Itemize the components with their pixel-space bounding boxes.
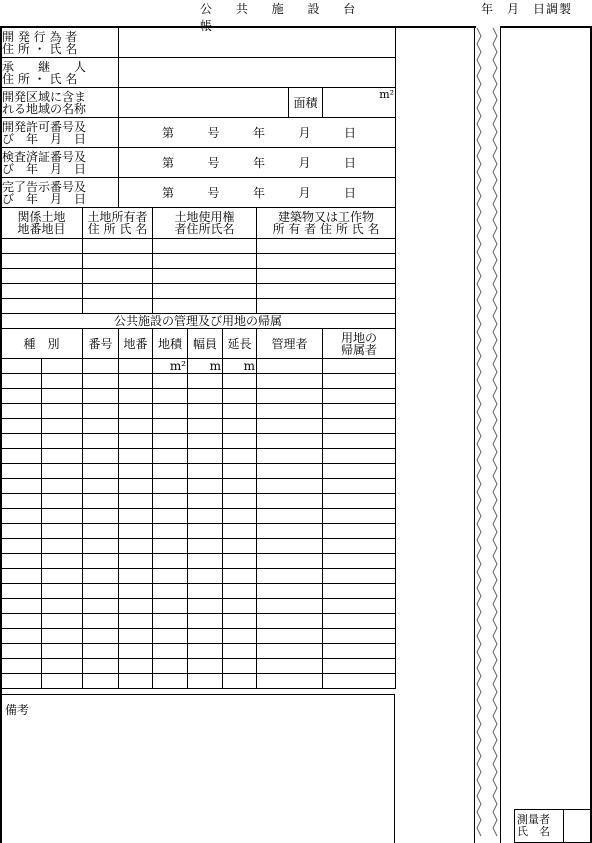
facility-title: 公共施設の管理及び用地の帰属 bbox=[1, 314, 396, 329]
facility-cell[interactable] bbox=[223, 434, 257, 449]
fac-header-type: 種 別 bbox=[1, 329, 83, 359]
facility-cell[interactable] bbox=[257, 524, 323, 539]
facility-cell[interactable] bbox=[153, 539, 188, 554]
facility-row[interactable] bbox=[1, 659, 396, 674]
area-value[interactable] bbox=[323, 88, 396, 118]
land-cell[interactable] bbox=[257, 254, 396, 269]
facility-cell[interactable] bbox=[1, 449, 42, 464]
facility-cell[interactable] bbox=[223, 404, 257, 419]
facility-cell[interactable] bbox=[1, 644, 42, 659]
facility-cell[interactable] bbox=[42, 464, 83, 479]
land-row[interactable] bbox=[1, 254, 396, 269]
land-header-parcel: 関係土地 地番地目 bbox=[1, 208, 83, 239]
facility-cell[interactable] bbox=[153, 554, 188, 569]
facility-cell[interactable] bbox=[1, 599, 42, 614]
facility-cell[interactable] bbox=[257, 554, 323, 569]
facility-cell[interactable] bbox=[188, 434, 223, 449]
facility-cell[interactable] bbox=[323, 449, 396, 464]
facility-cell[interactable] bbox=[323, 599, 396, 614]
land-row[interactable] bbox=[1, 269, 396, 284]
left-border bbox=[0, 27, 2, 843]
facility-cell[interactable] bbox=[119, 539, 153, 554]
land-cell[interactable] bbox=[1, 284, 83, 299]
facility-row[interactable] bbox=[1, 434, 396, 449]
land-cell[interactable] bbox=[153, 299, 257, 314]
facility-cell[interactable] bbox=[223, 644, 257, 659]
fac-header-width: 幅員 bbox=[188, 329, 223, 359]
facility-cell[interactable] bbox=[223, 524, 257, 539]
completion-day: 日 bbox=[343, 185, 356, 200]
facility-cell[interactable] bbox=[257, 464, 323, 479]
land-cell[interactable] bbox=[257, 239, 396, 254]
facility-row[interactable] bbox=[1, 539, 396, 554]
facility-cell[interactable] bbox=[223, 614, 257, 629]
land-row[interactable] bbox=[1, 299, 396, 314]
facility-cell[interactable] bbox=[323, 404, 396, 419]
facility-cell[interactable] bbox=[223, 374, 257, 389]
facility-cell[interactable] bbox=[153, 389, 188, 404]
unit-length: m bbox=[223, 359, 257, 374]
facility-cell[interactable] bbox=[119, 404, 153, 419]
facility-cell[interactable] bbox=[42, 539, 83, 554]
facility-cell[interactable] bbox=[119, 554, 153, 569]
inspection-month: 月 bbox=[298, 155, 311, 170]
facility-cell[interactable] bbox=[257, 569, 323, 584]
facility-cell[interactable] bbox=[323, 509, 396, 524]
facility-cell[interactable] bbox=[257, 374, 323, 389]
permit-month: 月 bbox=[298, 125, 311, 140]
facility-cell[interactable] bbox=[153, 449, 188, 464]
facility-row[interactable] bbox=[1, 569, 396, 584]
facility-cell[interactable] bbox=[323, 644, 396, 659]
land-header-building-owner: 建築物又は工作物 所 有 者 住 所 氏 名 bbox=[257, 208, 396, 239]
facility-cell[interactable] bbox=[42, 629, 83, 644]
facility-row[interactable] bbox=[1, 419, 396, 434]
land-cell[interactable] bbox=[257, 284, 396, 299]
facility-row[interactable] bbox=[1, 644, 396, 659]
facility-cell[interactable] bbox=[323, 554, 396, 569]
land-cell[interactable] bbox=[83, 269, 153, 284]
facility-cell[interactable] bbox=[257, 434, 323, 449]
facility-cell[interactable] bbox=[42, 644, 83, 659]
facility-cell[interactable] bbox=[1, 614, 42, 629]
facility-row[interactable] bbox=[1, 524, 396, 539]
facility-cell[interactable] bbox=[223, 629, 257, 644]
inspection-go: 号 bbox=[207, 155, 220, 170]
facility-cell[interactable] bbox=[1, 404, 42, 419]
facility-cell[interactable] bbox=[257, 389, 323, 404]
facility-cell[interactable] bbox=[83, 374, 119, 389]
facility-cell[interactable] bbox=[257, 449, 323, 464]
facility-cell[interactable] bbox=[223, 509, 257, 524]
facility-cell[interactable] bbox=[188, 644, 223, 659]
facility-cell[interactable] bbox=[119, 494, 153, 509]
facility-cell[interactable] bbox=[83, 419, 119, 434]
completion-year: 年 bbox=[253, 185, 266, 200]
facility-cell[interactable] bbox=[83, 464, 119, 479]
facility-cell[interactable] bbox=[188, 674, 223, 689]
facility-cell[interactable] bbox=[83, 659, 119, 674]
facility-cell[interactable] bbox=[1, 479, 42, 494]
facility-row[interactable] bbox=[1, 584, 396, 599]
facility-cell[interactable] bbox=[323, 419, 396, 434]
facility-cell[interactable] bbox=[257, 404, 323, 419]
facility-cell[interactable] bbox=[188, 524, 223, 539]
facility-cell[interactable] bbox=[1, 434, 42, 449]
fac-header-owner: 用地の 帰属者 bbox=[323, 329, 396, 359]
facility-cell[interactable] bbox=[223, 494, 257, 509]
facility-cell[interactable] bbox=[223, 674, 257, 689]
facility-cell[interactable] bbox=[223, 539, 257, 554]
facility-row[interactable] bbox=[1, 674, 396, 689]
facility-cell[interactable] bbox=[83, 404, 119, 419]
wavy-separator bbox=[475, 28, 501, 843]
facility-cell[interactable] bbox=[188, 614, 223, 629]
facility-cell[interactable] bbox=[153, 629, 188, 644]
facility-cell[interactable] bbox=[153, 524, 188, 539]
facility-cell[interactable] bbox=[257, 479, 323, 494]
facility-cell[interactable] bbox=[119, 374, 153, 389]
facility-cell[interactable] bbox=[323, 584, 396, 599]
successor-value[interactable] bbox=[119, 58, 396, 88]
facility-cell[interactable] bbox=[42, 404, 83, 419]
facility-cell[interactable] bbox=[42, 674, 83, 689]
developer-label: 開 発 行 為 者 住 所 ・ 氏 名 bbox=[1, 28, 119, 58]
land-cell[interactable] bbox=[153, 269, 257, 284]
land-cell[interactable] bbox=[1, 269, 83, 284]
developer-value[interactable] bbox=[119, 28, 396, 58]
remarks-box[interactable] bbox=[0, 694, 395, 843]
facility-cell[interactable] bbox=[1, 659, 42, 674]
facility-cell[interactable] bbox=[188, 629, 223, 644]
facility-row[interactable] bbox=[1, 449, 396, 464]
completion-go: 号 bbox=[207, 185, 220, 200]
facility-cell[interactable] bbox=[1, 539, 42, 554]
facility-cell[interactable] bbox=[42, 479, 83, 494]
facility-cell[interactable] bbox=[42, 449, 83, 464]
facility-cell[interactable] bbox=[323, 464, 396, 479]
facility-cell[interactable] bbox=[257, 659, 323, 674]
facility-cell[interactable] bbox=[42, 524, 83, 539]
land-cell[interactable] bbox=[1, 299, 83, 314]
facility-cell[interactable] bbox=[42, 584, 83, 599]
facility-cell[interactable] bbox=[223, 554, 257, 569]
completion-label: 完了告示番号及 び 年 月 日 bbox=[1, 178, 119, 208]
facility-cell[interactable] bbox=[119, 434, 153, 449]
facility-cell[interactable] bbox=[42, 494, 83, 509]
facility-cell[interactable] bbox=[188, 449, 223, 464]
facility-row[interactable] bbox=[1, 554, 396, 569]
inspection-value[interactable] bbox=[119, 148, 396, 178]
land-header-owner: 土地所有者 住 所 氏 名 bbox=[83, 208, 153, 239]
land-cell[interactable] bbox=[1, 239, 83, 254]
remarks-label: 備考 bbox=[5, 703, 30, 717]
facility-cell[interactable] bbox=[223, 659, 257, 674]
facility-cell[interactable] bbox=[119, 449, 153, 464]
facility-cell[interactable] bbox=[188, 554, 223, 569]
land-cell[interactable] bbox=[153, 239, 257, 254]
facility-cell[interactable] bbox=[83, 449, 119, 464]
facility-cell[interactable] bbox=[83, 494, 119, 509]
facility-cell[interactable] bbox=[119, 584, 153, 599]
permit-dai: 第 bbox=[162, 125, 175, 140]
facility-cell[interactable] bbox=[42, 434, 83, 449]
facility-cell[interactable] bbox=[153, 644, 188, 659]
facility-cell[interactable] bbox=[223, 584, 257, 599]
facility-cell[interactable] bbox=[1, 629, 42, 644]
land-cell[interactable] bbox=[83, 299, 153, 314]
unit-width: m bbox=[188, 359, 223, 374]
inspection-year: 年 bbox=[253, 155, 266, 170]
facility-cell[interactable] bbox=[153, 569, 188, 584]
facility-cell[interactable] bbox=[42, 554, 83, 569]
facility-cell[interactable] bbox=[42, 389, 83, 404]
facility-cell[interactable] bbox=[257, 614, 323, 629]
facility-row[interactable] bbox=[1, 464, 396, 479]
facility-row[interactable] bbox=[1, 479, 396, 494]
facility-cell[interactable] bbox=[42, 569, 83, 584]
facility-cell[interactable] bbox=[323, 494, 396, 509]
facility-cell[interactable] bbox=[153, 494, 188, 509]
facility-cell[interactable] bbox=[323, 614, 396, 629]
facility-cell[interactable] bbox=[42, 509, 83, 524]
facility-cell[interactable] bbox=[83, 629, 119, 644]
area-label: 面積 bbox=[289, 88, 323, 118]
facility-cell[interactable] bbox=[1, 554, 42, 569]
facility-cell[interactable] bbox=[119, 659, 153, 674]
completion-value[interactable] bbox=[119, 178, 396, 208]
facility-cell[interactable] bbox=[1, 389, 42, 404]
facility-cell[interactable] bbox=[119, 464, 153, 479]
facility-cell[interactable] bbox=[188, 494, 223, 509]
facility-cell[interactable] bbox=[153, 674, 188, 689]
inspection-dai: 第 bbox=[162, 155, 175, 170]
facility-cell[interactable] bbox=[223, 479, 257, 494]
facility-cell[interactable] bbox=[223, 389, 257, 404]
facility-cell[interactable] bbox=[1, 584, 42, 599]
facility-cell[interactable] bbox=[223, 464, 257, 479]
facility-row[interactable] bbox=[1, 614, 396, 629]
facility-cell[interactable] bbox=[188, 464, 223, 479]
facility-cell[interactable] bbox=[42, 419, 83, 434]
facility-cell[interactable] bbox=[1, 464, 42, 479]
area-name-label: 開発区域に含ま れる地域の名称 bbox=[1, 88, 119, 118]
facility-cell[interactable] bbox=[188, 569, 223, 584]
facility-cell[interactable] bbox=[153, 434, 188, 449]
facility-cell[interactable] bbox=[323, 389, 396, 404]
fac-header-number: 番号 bbox=[83, 329, 119, 359]
facility-cell[interactable] bbox=[42, 614, 83, 629]
facility-cell[interactable] bbox=[119, 674, 153, 689]
facility-row[interactable] bbox=[1, 599, 396, 614]
date-prepared: 年 月 日調製 bbox=[481, 2, 573, 16]
facility-cell[interactable] bbox=[83, 524, 119, 539]
facility-cell[interactable] bbox=[119, 389, 153, 404]
facility-cell[interactable] bbox=[1, 374, 42, 389]
inspection-day: 日 bbox=[343, 155, 356, 170]
land-cell[interactable] bbox=[257, 269, 396, 284]
surveyor-box bbox=[514, 809, 592, 843]
facility-cell[interactable] bbox=[188, 584, 223, 599]
facility-cell[interactable] bbox=[42, 599, 83, 614]
permit-year: 年 bbox=[253, 125, 266, 140]
facility-cell[interactable] bbox=[223, 449, 257, 464]
facility-row[interactable] bbox=[1, 509, 396, 524]
facility-cell[interactable] bbox=[1, 494, 42, 509]
facility-cell[interactable] bbox=[83, 584, 119, 599]
facility-cell[interactable] bbox=[188, 404, 223, 419]
fac-header-lot: 地番 bbox=[119, 329, 153, 359]
facility-cell[interactable] bbox=[153, 464, 188, 479]
facility-cell[interactable] bbox=[323, 659, 396, 674]
facility-cell[interactable] bbox=[323, 674, 396, 689]
facility-cell[interactable] bbox=[223, 419, 257, 434]
facility-cell[interactable] bbox=[188, 419, 223, 434]
facility-cell[interactable] bbox=[83, 389, 119, 404]
facility-cell[interactable] bbox=[153, 584, 188, 599]
facility-cell[interactable] bbox=[153, 374, 188, 389]
facility-cell[interactable] bbox=[83, 569, 119, 584]
facility-cell[interactable] bbox=[188, 374, 223, 389]
facility-cell[interactable] bbox=[42, 659, 83, 674]
facility-cell[interactable] bbox=[153, 659, 188, 674]
facility-cell[interactable] bbox=[119, 509, 153, 524]
facility-cell[interactable] bbox=[257, 509, 323, 524]
facility-cell[interactable] bbox=[1, 569, 42, 584]
facility-cell[interactable] bbox=[119, 524, 153, 539]
land-row[interactable] bbox=[1, 284, 396, 299]
facility-cell[interactable] bbox=[188, 539, 223, 554]
facility-row[interactable] bbox=[1, 404, 396, 419]
facility-cell[interactable] bbox=[1, 674, 42, 689]
facility-cell[interactable] bbox=[257, 539, 323, 554]
facility-cell[interactable] bbox=[223, 569, 257, 584]
ledger-form bbox=[0, 27, 396, 689]
facility-row[interactable] bbox=[1, 374, 396, 389]
facility-cell[interactable] bbox=[323, 374, 396, 389]
permit-day: 日 bbox=[343, 125, 356, 140]
facility-cell[interactable] bbox=[119, 629, 153, 644]
facility-cell[interactable] bbox=[323, 434, 396, 449]
land-cell[interactable] bbox=[153, 254, 257, 269]
facility-cell[interactable] bbox=[257, 419, 323, 434]
facility-cell[interactable] bbox=[83, 599, 119, 614]
land-cell[interactable] bbox=[1, 254, 83, 269]
land-cell[interactable] bbox=[83, 239, 153, 254]
facility-cell[interactable] bbox=[42, 374, 83, 389]
facility-cell[interactable] bbox=[119, 419, 153, 434]
facility-row[interactable] bbox=[1, 494, 396, 509]
facility-cell[interactable] bbox=[119, 599, 153, 614]
land-cell[interactable] bbox=[257, 299, 396, 314]
facility-cell[interactable] bbox=[257, 674, 323, 689]
facility-row[interactable] bbox=[1, 389, 396, 404]
ledger-title: 公 共 施 設 台 bbox=[200, 2, 366, 16]
facility-cell[interactable] bbox=[1, 509, 42, 524]
area-unit: m² bbox=[379, 88, 395, 101]
successor-label: 承 継 人 住 所 ・ 氏 名 bbox=[1, 58, 119, 88]
facility-cell[interactable] bbox=[188, 509, 223, 524]
facility-cell[interactable] bbox=[257, 644, 323, 659]
facility-cell[interactable] bbox=[83, 539, 119, 554]
permit-label: 開発許可番号及 び 年 月 日 bbox=[1, 118, 119, 148]
surveyor-value[interactable] bbox=[564, 810, 592, 843]
facility-cell[interactable] bbox=[83, 479, 119, 494]
fac-header-length: 延長 bbox=[223, 329, 257, 359]
fac-header-area: 地積 bbox=[153, 329, 188, 359]
facility-cell[interactable] bbox=[83, 554, 119, 569]
permit-value[interactable] bbox=[119, 118, 396, 148]
facility-cell[interactable] bbox=[153, 404, 188, 419]
land-cell[interactable] bbox=[153, 284, 257, 299]
facility-cell[interactable] bbox=[119, 569, 153, 584]
facility-cell[interactable] bbox=[188, 659, 223, 674]
facility-cell[interactable] bbox=[83, 434, 119, 449]
facility-cell[interactable] bbox=[153, 509, 188, 524]
facility-cell[interactable] bbox=[83, 509, 119, 524]
unit-area: m² bbox=[153, 359, 188, 374]
facility-cell[interactable] bbox=[257, 599, 323, 614]
completion-month: 月 bbox=[298, 185, 311, 200]
facility-cell[interactable] bbox=[153, 479, 188, 494]
land-header-user: 土地使用権 者住所氏名 bbox=[153, 208, 257, 239]
facility-cell[interactable] bbox=[83, 614, 119, 629]
facility-cell[interactable] bbox=[323, 524, 396, 539]
facility-cell[interactable] bbox=[323, 479, 396, 494]
completion-dai: 第 bbox=[162, 185, 175, 200]
facility-cell[interactable] bbox=[153, 599, 188, 614]
facility-cell[interactable] bbox=[188, 389, 223, 404]
facility-cell[interactable] bbox=[323, 629, 396, 644]
facility-cell[interactable] bbox=[1, 419, 42, 434]
top-rule-right bbox=[500, 26, 592, 28]
land-row[interactable] bbox=[1, 239, 396, 254]
facility-cell[interactable] bbox=[188, 479, 223, 494]
fac-header-manager: 管理者 bbox=[257, 329, 323, 359]
facility-cell[interactable] bbox=[257, 584, 323, 599]
surveyor-label: 測量者 氏 名 bbox=[515, 810, 564, 843]
permit-go: 号 bbox=[207, 125, 220, 140]
facility-cell[interactable] bbox=[153, 614, 188, 629]
area-name-value[interactable] bbox=[119, 88, 289, 118]
facility-cell[interactable] bbox=[83, 644, 119, 659]
facility-cell[interactable] bbox=[188, 599, 223, 614]
facility-cell[interactable] bbox=[119, 479, 153, 494]
facility-cell[interactable] bbox=[119, 644, 153, 659]
land-cell[interactable] bbox=[83, 284, 153, 299]
facility-cell[interactable] bbox=[153, 419, 188, 434]
facility-cell[interactable] bbox=[323, 569, 396, 584]
facility-row[interactable] bbox=[1, 629, 396, 644]
inspection-label: 検査済証番号及 び 年 月 日 bbox=[1, 148, 119, 178]
land-cell[interactable] bbox=[83, 254, 153, 269]
facility-cell[interactable] bbox=[323, 539, 396, 554]
facility-cell[interactable] bbox=[83, 674, 119, 689]
facility-cell[interactable] bbox=[223, 599, 257, 614]
facility-cell[interactable] bbox=[119, 614, 153, 629]
facility-cell[interactable] bbox=[257, 629, 323, 644]
facility-cell[interactable] bbox=[1, 524, 42, 539]
facility-cell[interactable] bbox=[257, 494, 323, 509]
